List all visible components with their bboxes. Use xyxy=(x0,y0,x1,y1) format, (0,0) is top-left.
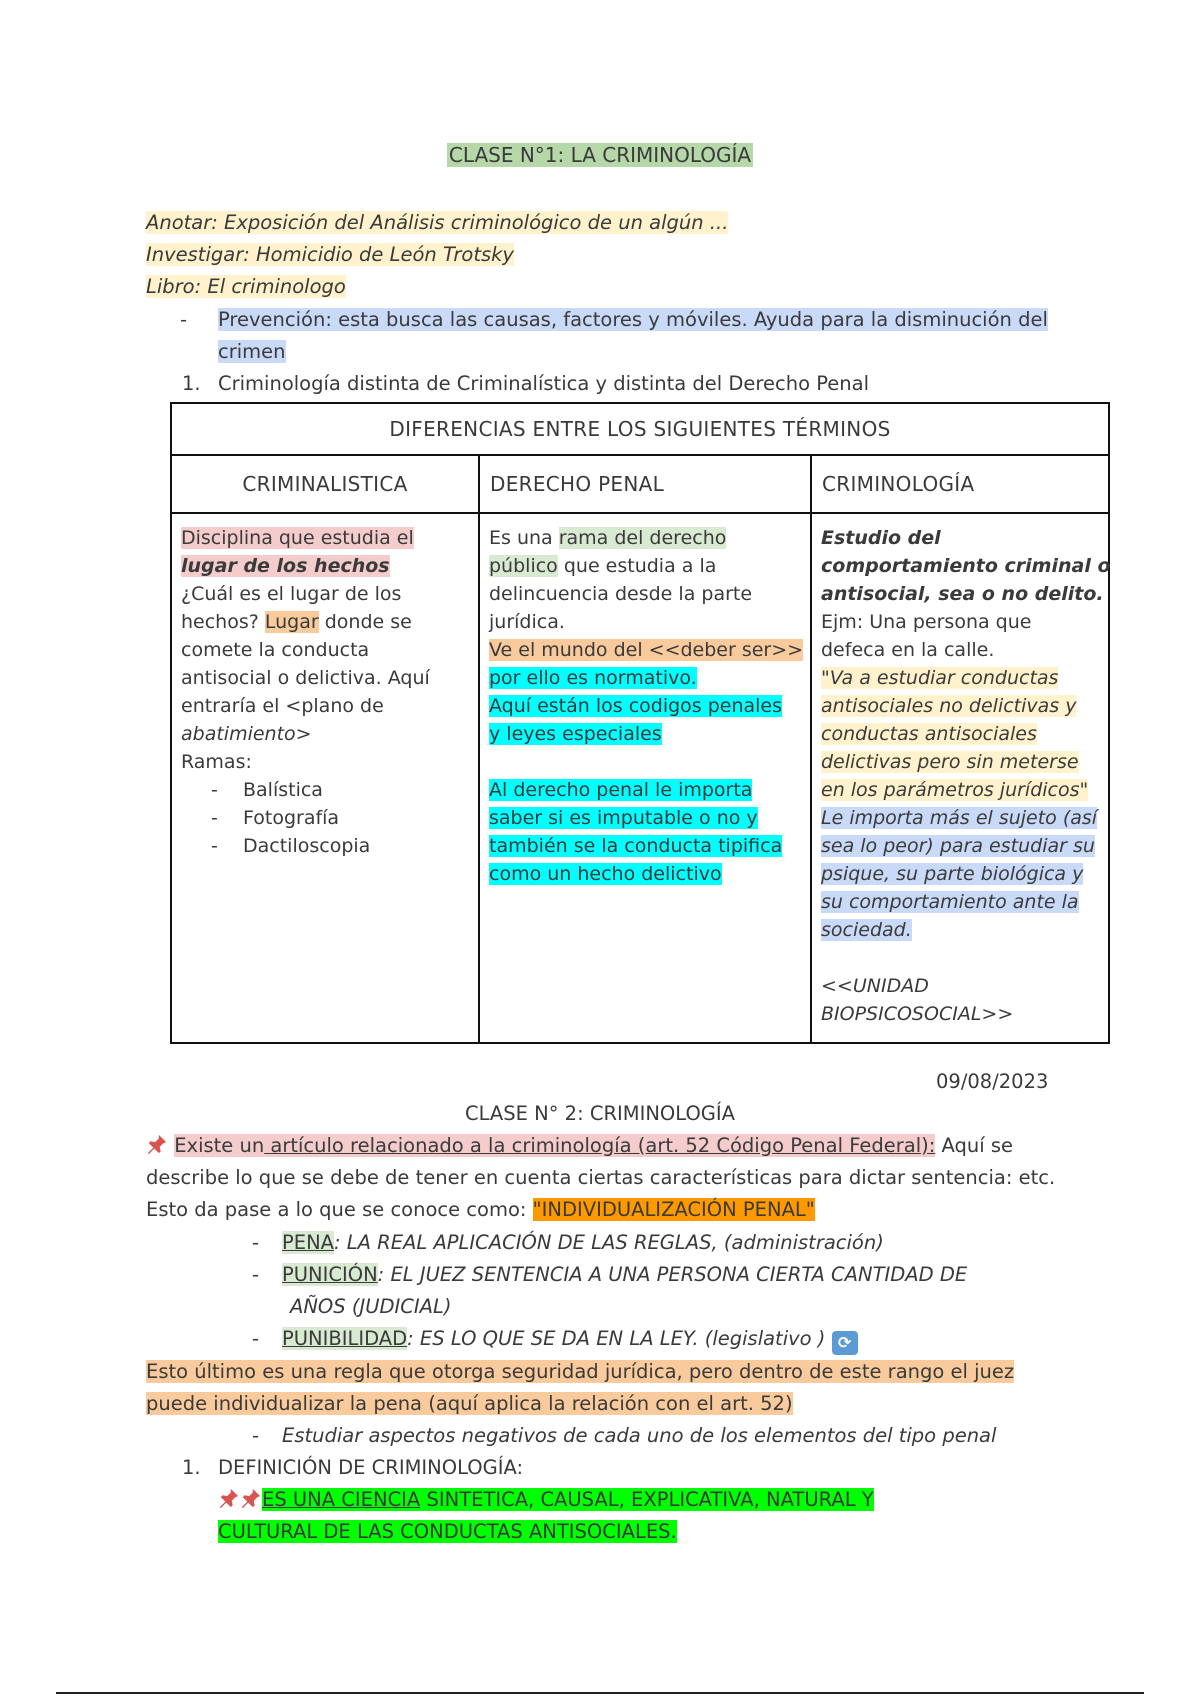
punibilidad-item: - PUNIBILIDAD: ES LO QUE SE DA EN LA LEY. (legislativo ) ⟳ xyxy=(252,1323,858,1355)
page-bottom-rule xyxy=(56,1692,1144,1694)
cell-criminalistica: Disciplina que estudia el lugar de los hechos ¿Cuál es el lugar de los hechos? Lugar donde se comete la conducta antisocial o delictiva. Aquí entraría el <plano de abatimiento> Ramas: - Balística - Fotografía - Dactiloscopia xyxy=(171,513,479,1043)
articulo-line: Existe un artículo relacionado a la criminología (art. 52 Código Penal Federal): Aquí se xyxy=(146,1130,1013,1161)
note-libro: Libro: El criminologo xyxy=(146,275,346,298)
punicion-item-cont: AÑOS (JUDICIAL) xyxy=(290,1295,452,1318)
punicion-item: - PUNICIÓN: EL JUEZ SENTENCIA A UNA PERSONA CIERTA CANTIDAD DE xyxy=(252,1263,968,1286)
regla-line1: Esto último es una regla que otorga seguridad jurídica, pero dentro de este rango el juez xyxy=(146,1360,1015,1383)
pushpin-icon xyxy=(146,1133,168,1155)
definicion-title: 1. DEFINICIÓN DE CRIMINOLOGÍA: xyxy=(182,1456,524,1479)
table-header: DIFERENCIAS ENTRE LOS SIGUIENTES TÉRMINOS xyxy=(171,403,1109,455)
differences-table xyxy=(170,402,1110,1044)
col-derecho-penal: DERECHO PENAL xyxy=(479,455,811,513)
articulo-line2: describe lo que se debe de tener en cuenta ciertas características para dictar sentencia: etc. xyxy=(146,1166,1056,1189)
prevencion-bullet: - xyxy=(180,308,188,331)
cell-derecho-penal: Es una rama del derecho público que estudia a la delincuencia desde la parte jurídica. Ve el mundo del <<deber ser>> por ello es normativo. Aquí están los codigos penales y leyes especiales Al derecho penal le importa saber si es imputable o no y también se la conducta tipifica como un hecho delictivo xyxy=(479,513,811,1043)
note-investigar: Investigar: Homicidio de León Trotsky xyxy=(146,243,514,266)
pena-item: - PENA: LA REAL APLICACIÓN DE LAS REGLAS, (administración) xyxy=(252,1231,884,1254)
clase2-date: 09/08/2023 xyxy=(936,1070,1049,1093)
individualizacion-line: Esto da pase a lo que se conoce como: "INDIVIDUALIZACIÓN PENAL" xyxy=(146,1198,815,1221)
clase2-title: CLASE N° 2: CRIMINOLOGÍA xyxy=(464,1102,736,1125)
rama-item: - Fotografía xyxy=(181,804,470,832)
col-criminologia: CRIMINOLOGÍA xyxy=(811,455,1109,513)
clase1-title: CLASE N°1: LA CRIMINOLOGÍA xyxy=(448,143,752,167)
col-criminalistica: CRIMINALISTICA xyxy=(171,455,479,513)
estudiar-item: - Estudiar aspectos negativos de cada uno de los elementos del tipo penal xyxy=(252,1424,997,1447)
definicion-line1: ES UNA CIENCIA SINTETICA, CAUSAL, EXPLICATIVA, NATURAL Y xyxy=(218,1484,874,1515)
prevencion-line2: crimen xyxy=(218,340,286,363)
pushpin-icon xyxy=(240,1487,262,1509)
definicion-line2: CULTURAL DE LAS CONDUCTAS ANTISOCIALES. xyxy=(218,1520,677,1543)
rama-item: - Dactiloscopia xyxy=(181,832,470,860)
note-anotar: Anotar: Exposición del Análisis criminológico de un algún ... xyxy=(146,211,729,234)
regla-line2: puede individualizar la pena (aquí aplica la relación con el art. 52) xyxy=(146,1392,793,1415)
rama-item: - Balística xyxy=(181,776,470,804)
prevencion-line1: Prevención: esta busca las causas, factores y móviles. Ayuda para la disminución del xyxy=(218,308,1048,331)
item1: 1. Criminología distinta de Criminalística y distinta del Derecho Penal xyxy=(182,372,869,395)
refresh-icon: ⟳ xyxy=(832,1331,858,1355)
cell-criminologia: Estudio del comportamiento criminal o antisocial, sea o no delito. Ejm: Una persona que defeca en la calle. "Va a estudiar conductas antisociales no delictivas y conductas antisociales delictivas pero sin meterse en los parámetros jurídicos" Le importa más el sujeto (así sea lo peor) para estudiar su psique, su parte biológica y su comportamiento ante la sociedad. <<UNIDAD BIOPSICOSOCIAL>> xyxy=(811,513,1109,1043)
pushpin-icon xyxy=(218,1487,240,1509)
